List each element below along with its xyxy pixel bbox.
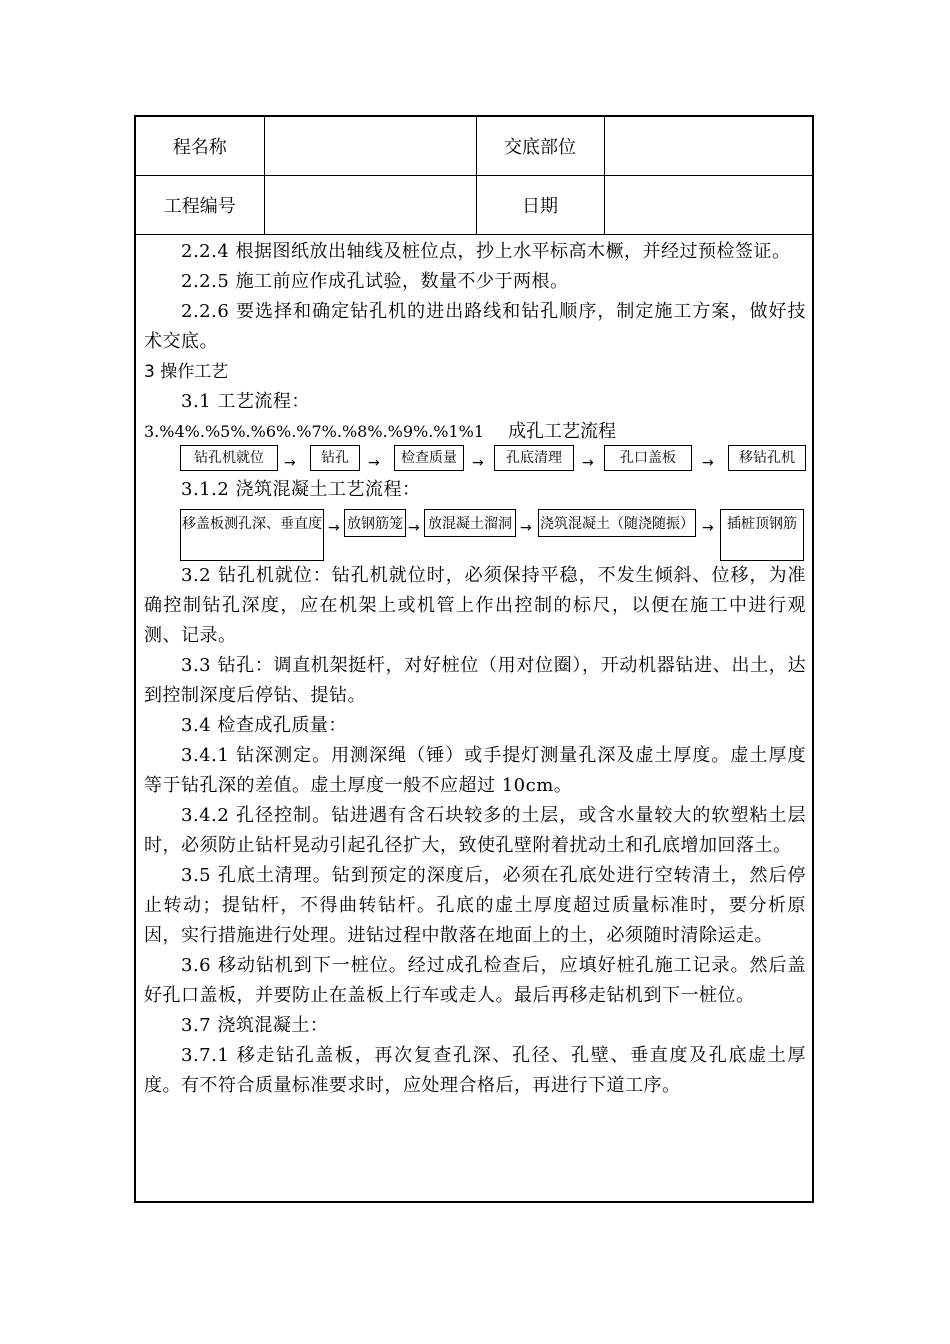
project-name-label: 程名称 bbox=[136, 117, 264, 176]
paragraph-3-5: 3.5 孔底土清理。钻到预定的深度后，必须在孔底处进行空转清土，然后停止转动；提钻杆，不得曲转钻杆。孔底的虚土厚度超过质量标准时，要分析原因，实行措施进行处理。进钻过程中散落在地面上的土，必须随时清除运走。 bbox=[144, 865, 806, 946]
flow1-step-4: 孔底清理 bbox=[494, 445, 574, 471]
paragraph-3-4-1: 3.4.1 钻深测定。用测深绳（锤）或手提灯测量孔深及虚土厚度。虚土厚度等于钻孔深的差值。虚土厚度一般不应超过 10cm。 bbox=[144, 745, 806, 796]
project-no-value bbox=[264, 176, 476, 235]
paragraph-2-2-6: 2.2.6 要选择和确定钻孔机的进出路线和钻孔顺序，制定施工方案，做好技术交底。 bbox=[144, 301, 806, 352]
flow1-step-5: 孔口盖板 bbox=[604, 445, 692, 471]
flow1-label bbox=[144, 419, 806, 445]
date-value bbox=[604, 176, 812, 235]
project-no-label: 工程编号 bbox=[136, 176, 264, 235]
flow1-arrow-5: → bbox=[702, 455, 714, 471]
flow1-arrow-2: → bbox=[368, 455, 380, 471]
flow2-step-1: 移盖板测孔深、垂直度 bbox=[180, 509, 324, 561]
flow2-step-4: 浇筑混凝土（随浇随振） bbox=[538, 509, 696, 537]
flow1-step-2: 钻孔 bbox=[310, 445, 360, 471]
flow2-arrow-4: → bbox=[702, 520, 714, 536]
location-label: 交底部位 bbox=[476, 117, 604, 176]
flow1-step-6: 移钻孔机 bbox=[728, 445, 806, 471]
flow1-diagram bbox=[144, 445, 806, 475]
flow1-code: 3.%4%.%5%.%6%.%7%.%8%.%9%.%1%1 bbox=[144, 422, 485, 441]
flow2-step-3: 放混凝土溜洞 bbox=[424, 509, 516, 537]
paragraph-2-2-4: 2.2.4 根据图纸放出轴线及桩位点，抄上水平标高木橛，并经过预检签证。 bbox=[181, 241, 791, 262]
project-name-value bbox=[264, 117, 476, 176]
paragraph-3-2: 3.2 钻孔机就位：钻孔机就位时，必须保持平稳，不发生倾斜、位移，为准确控制钻孔深度，应在机架上或机管上作出控制的标尺，以便在施工中进行观测、记录。 bbox=[144, 565, 806, 646]
paragraph-3-4-2: 3.4.2 孔径控制。钻进遇有含石块较多的土层，或含水量较大的软塑粘土层时，必须防止钻杆晃动引起孔径扩大，致使孔壁附着扰动土和孔底增加回落土。 bbox=[144, 805, 806, 856]
paragraph-2-2-5: 2.2.5 施工前应作成孔试验，数量不少于两根。 bbox=[181, 271, 569, 292]
paragraph-3-3: 3.3 钻孔：调直机架挺杆，对好桩位（用对位圈），开动机器钻进、出土，达到控制深度后停钻、提钻。 bbox=[144, 655, 806, 706]
flow1-arrow-3: → bbox=[472, 455, 484, 471]
flow2-arrow-3: → bbox=[520, 520, 532, 536]
header-table bbox=[136, 117, 812, 235]
paragraph-3-7: 3.7 浇筑混凝土： bbox=[181, 1015, 329, 1036]
flow1-arrow-4: → bbox=[582, 455, 594, 471]
flow2-arrow-2: → bbox=[408, 520, 420, 536]
paragraph-3-7-1: 3.7.1 移走钻孔盖板，再次复查孔深、孔径、孔壁、垂直度及孔底虚土厚度。有不符合质量标准要求时，应处理合格后，再进行下道工序。 bbox=[144, 1045, 806, 1096]
paragraph-3-1: 3.1 工艺流程： bbox=[181, 391, 310, 412]
flow2-step-2: 放钢筋笼 bbox=[344, 509, 406, 537]
paragraph-3-1-2: 3.1.2 浇筑混凝土工艺流程： bbox=[181, 479, 421, 500]
flow1-arrow-1: → bbox=[284, 455, 296, 471]
flow2-step-5: 插桩顶钢筋 bbox=[720, 509, 804, 561]
location-value bbox=[604, 117, 812, 176]
date-label: 日期 bbox=[476, 176, 604, 235]
flow2-diagram bbox=[144, 509, 806, 561]
paragraph-3-4: 3.4 检查成孔质量： bbox=[181, 715, 347, 736]
flow1-step-1: 钻孔机就位 bbox=[180, 445, 278, 471]
paragraph-3-6: 3.6 移动钻机到下一桩位。经过成孔检查后，应填好桩孔施工记录。然后盖好孔口盖板，并要防止在盖板上行车或走人。最后再移走钻机到下一桩位。 bbox=[144, 955, 806, 1006]
flow1-title: 成孔工艺流程 bbox=[508, 421, 617, 442]
document-frame bbox=[134, 115, 814, 1203]
flow2-arrow-1: → bbox=[328, 520, 340, 536]
section-3-heading: 3 操作工艺 bbox=[144, 362, 229, 382]
flow1-step-3: 检查质量 bbox=[394, 445, 464, 471]
body-text bbox=[144, 237, 806, 1101]
